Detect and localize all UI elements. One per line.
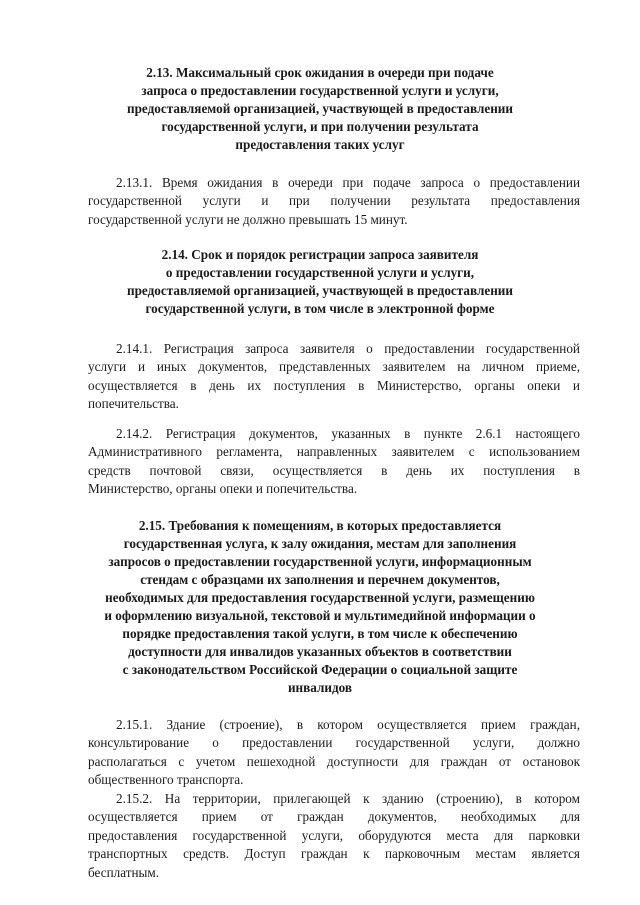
paragraph-line: услуги и иных документов, представленных заявителем на личном приеме, [88,359,580,375]
heading-line: государственная услуга, к залу ожидания, местам для заполнения [123,536,517,551]
heading-line: необходимых для предоставления государственной услуги, размещению [105,590,535,605]
paragraph-line: осуществляется в день их поступления в Министерство, органы опеки и [88,377,580,393]
heading-line: и оформлению визуальной, текстовой и мультимедийной информации о [104,608,536,623]
paragraph-line: общественного транспорта. [88,772,244,788]
paragraph-2-15-1 [88,716,580,790]
paragraph-line: 2.15.1. Здание (строение), в котором осуществляется прием граждан, [116,717,580,732]
heading-line: 2.15. Требования к помещениям, в которых предоставляется [138,518,502,533]
paragraph-line: Административного регламента, направленных заявителем с использованием [88,444,580,460]
heading-line: запросов о предоставлении государственной услуги, информационным [108,554,532,569]
heading-line: 2.14. Срок и порядок регистрации запроса заявителя [161,247,479,262]
paragraph-line: предоставления государственной услуги, оборудуются места для парковки [88,827,580,843]
heading-line: инвалидов [287,680,353,695]
section-heading-2-13 [0,64,640,154]
section-heading-2-14 [0,246,640,318]
heading-line: 2.13. Максимальный срок ожидания в очереди при подаче [146,65,494,80]
paragraph-2-14-2 [88,425,580,499]
paragraph-line: располагаться с учетом пешеходной доступности для граждан от остановок [88,753,580,769]
paragraph-line: 2.14.2. Регистрация документов, указанных в пункте 2.6.1 настоящего [116,426,580,441]
paragraph-2-14-1 [88,340,580,414]
heading-line: государственной услуги, и при получении результата [161,119,479,134]
heading-line: доступности для инвалидов указанных объектов в соответствии [128,644,512,659]
heading-line: порядке предоставления такой услуги, в том числе к обеспечению [122,626,518,641]
paragraph-line: средств почтовой связи, осуществляется в день их поступления в [88,462,580,478]
paragraph-line: бесплатным. [88,864,160,880]
heading-line: стендам с образцами их заполнения и перечнем документов, [140,572,500,587]
paragraph-line: государственной услуги не должно превышать 15 минут. [88,211,408,227]
paragraph-line: осуществляется прием от граждан документов, необходимых для [88,809,580,825]
paragraph-line: Министерство, органы опеки и попечительства. [88,481,358,497]
heading-line: запроса о предоставлении государственной услуги и услуги, [141,83,499,98]
heading-line: предоставляемой организацией, участвующей в предоставлении [127,283,513,298]
paragraph-line: 2.15.2. На территории, прилегающей к зданию (строению), в котором [116,791,580,806]
paragraph-line: 2.14.1. Регистрация запроса заявителя о предоставлении государственной [116,341,580,356]
paragraph-2-15-2 [88,790,580,882]
paragraph-line: государственной услуги и при получении результата предоставления [88,193,580,209]
paragraph-2-13-1 [88,174,580,229]
heading-line: о предоставлении государственной услуги и услуги, [165,265,475,280]
paragraph-line: транспортных средств. Доступ граждан к парковочным местам является [88,846,580,862]
paragraph-line: 2.13.1. Время ожидания в очереди при подаче запроса о предоставлении [116,175,580,190]
heading-line: предоставления таких услуг [235,137,405,152]
heading-line: предоставляемой организацией, участвующей в предоставлении [127,101,513,116]
heading-line: государственной услуги, в том числе в электронной форме [145,301,495,316]
paragraph-line: попечительства. [88,396,179,412]
section-heading-2-15 [0,517,640,697]
paragraph-line: консультирование о предоставлении государственной услуги, должно [88,735,580,751]
heading-line: с законодательством Российской Федерации о социальной защите [122,662,518,677]
